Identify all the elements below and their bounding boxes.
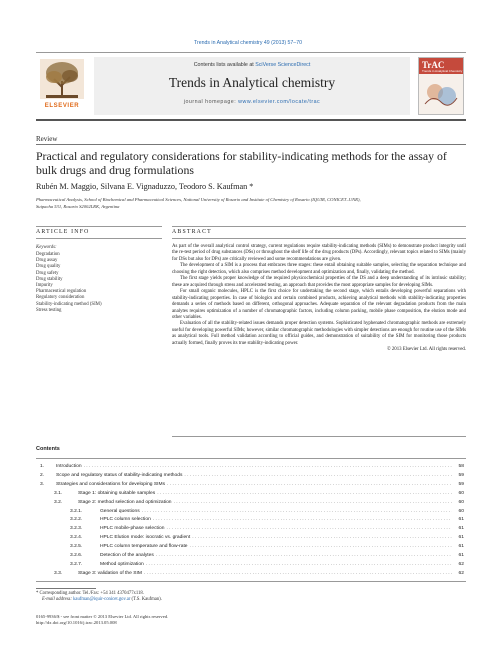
toc-entry-number: 3.2.1. [70,508,83,514]
toc-entry-number: 1. [40,464,45,469]
toc-entry-page: 59 [458,481,464,487]
toc-leader-dots [142,509,452,514]
toc-entry-title: Stage 1: obtaining suitable samples [78,490,156,496]
toc-leader-dots [174,500,452,505]
table-of-contents [36,458,466,582]
journal-cover-thumbnail [418,57,464,115]
toc-entry-page: 61 [458,544,464,550]
toc-entry-number: 3. [40,481,45,487]
keyword-item: Drug assay [36,258,58,264]
toc-entry[interactable] [70,544,464,549]
publication-meta [36,614,168,626]
toc-entry[interactable] [70,562,464,567]
toc-entry[interactable] [70,526,464,531]
toc-entry-number: 3.2. [54,499,63,505]
email-prefix: E-mail address: [42,597,74,603]
toc-entry[interactable] [70,553,464,558]
article-title: Practical and regulatory considerations for stability-indicating methods for the assay of bulk drugs and drug formulations [36,149,447,177]
email-suffix: (T.S. Kaufman). [130,597,162,603]
journal-info-box [94,57,410,115]
toc-entry-title: HPLC Elution mode: isocratic vs. gradient [100,535,191,541]
toc-entry-number: 3.1. [54,490,63,496]
affiliation-line-2: Suipacha 531, Rosario S2002LRK, Argentina [36,203,120,209]
copyright-notice: © 2013 Elsevier Ltd. All rights reserved. [386,347,466,353]
toc-entry[interactable] [54,500,464,505]
toc-entry-title: HPLC mobile-phase selection [100,526,165,532]
article-type: Review [36,135,58,143]
toc-entry-page: 58 [458,464,464,469]
toc-leader-dots [184,473,452,478]
journal-title: Trends in Analytical chemistry [168,75,336,90]
contents-availability [94,62,410,68]
keyword-item: Drug stability [36,276,63,282]
toc-entry-number: 3.3. [54,570,63,576]
toc-entry-page: 60 [458,508,464,514]
keyword-item: Drug quality [36,264,61,270]
toc-entry[interactable] [40,464,464,469]
toc-leader-dots [167,482,452,487]
toc-entry[interactable] [54,491,464,496]
cover-subtitle: Trends in Analytical Chemistry [422,69,463,73]
journal-homepage [94,99,410,105]
affiliation-line-1: Pharmaceutical Analysis, School of Biochemical and Pharmaceutical Sciences, National University of Rosario and Institute of Chemistry of Rosario (IQUIR, CONICET–UNR), [36,197,361,202]
abstract-top-rule [172,226,466,227]
toc-entry-title: Stage 3: validation of the SIM [78,570,142,576]
toc-entry-title: Method optimization [100,561,144,567]
abstract-paragraph: For small organic molecules, HPLC is the first choice for undertaking the second stage, which entails developing powerful separations with stability-indicating properties. In case of biologics and certain combined products, achieving analytical methods with stability-indicating properties demands a series of methods based on different, orthogonal approaches. Adequate separation of the relevant degradation products from the main analytes requires optimization of a number of chromatographic factors, including column packing, mobile phase composition, the elution mode and other variables. [172,289,466,320]
toc-entry[interactable] [40,473,464,478]
abstract-heading: ABSTRACT [172,229,212,235]
toc-entry-page: 59 [458,472,464,478]
abstract-paragraph: The first stage yields proper knowledge of the required physicochemical properties of the DS and a deep understanding of its intrinsic stability; these are acquired through stress and accelerated testing, an approach that provides the most appropriate samples for developing SIMs. [172,276,466,288]
toc-leader-dots [146,562,452,567]
toc-entry-page: 62 [458,561,464,567]
toc-entry-page: 61 [458,535,464,541]
doi-link[interactable]: http://dx.doi.org/10.1016/j.trac.2013.05.008 [36,620,117,625]
corresponding-author-note: * Corresponding author. Tel./Fax: +54 341 4370477x118. [36,591,144,596]
abstract-paragraph: As part of the overall analytical control strategy, current regulations require stability-indicating methods (SIMs) to demonstrate product integrity until the re-test period of drug substances (DSs) or throughout the shelf life of the drug products (DPs). Accordingly, relevant topics related to SIMs (mainly for DSs but also for DPs) are critically reviewed and some recommendations are given. [172,244,466,262]
article-info-under-rule [36,238,162,239]
email-link[interactable]: kaufman@iquir-conicet.gov.ar [73,597,131,603]
cover-artwork [423,80,459,108]
footnote [36,591,162,603]
toc-entry-title: General questions [100,508,140,514]
keyword-item: Impurity [36,283,53,289]
toc-leader-dots [153,517,452,522]
article-info-heading: ARTICLE INFO [36,229,90,235]
toc-entry[interactable] [70,517,464,522]
keyword-item: Degradation [36,252,60,257]
toc-leader-dots [166,526,452,531]
running-head: Trends in Analytical chemistry 49 (2013) 57–70 [194,40,302,46]
homepage-prefix: journal homepage: [183,99,239,105]
toc-entry-number: 3.2.5. [70,544,83,550]
toc-entry-number: 3.2.6. [70,553,83,558]
toc-entry-title: HPLC column selection [100,517,151,523]
article-info-top-rule [36,226,162,227]
toc-entry-page: 61 [458,526,464,532]
toc-entry[interactable] [70,535,464,540]
keyword-item: Drug safety [36,270,59,276]
abstract-body [172,244,466,354]
contents-heading: Contents [36,446,60,452]
toc-entry-page: 62 [458,570,464,576]
keywords-label: Keywords: [36,245,57,250]
toc-entry[interactable] [40,482,464,487]
cover-title: TrAC [422,60,445,70]
toc-leader-dots [144,571,452,576]
abstract-paragraph: The development of a SIM is a process that embraces three stages: these entail obtaining suitable samples, selecting the separation technique and choosing the right detection, which also comprises method development and optimization and, finally, validating the method. [172,263,466,275]
toc-entry-title: Scope and regulatory status of stability-indicating methods [56,472,183,478]
journal-masthead [36,52,466,121]
keyword-item: Stability-indicating method (SIM) [36,301,102,307]
toc-leader-dots [157,491,452,496]
issn-line: 0165-9936/$ - see front matter © 2013 Elsevier Ltd. All rights reserved. [36,614,169,619]
email-line [36,597,162,603]
toc-leader-dots [156,553,452,558]
affiliation [36,197,466,210]
footnote-rule [36,588,96,589]
keyword-item: Stress testing [36,307,62,313]
toc-entry-page: 61 [458,553,464,558]
homepage-link[interactable]: www.elsevier.com/locate/trac [238,99,321,105]
abstract-paragraph: Evaluation of all the stability-related issues demands proper detection systems. Sophisticated hyphenated chromatographic methods are extremely useful for developing powerful SIMs; however, similar chromatographic methodologies with simpler detections are enough for routine use of the SIMs as analytical tools. Full method validation according to official guides, and demonstration of suitability of the SIM for monitoring those products actually formed, finally proves its true stability-indicating power. [172,321,466,346]
abstract-under-rule [172,238,466,239]
toc-entry-page: 60 [458,490,464,496]
contents-prefix: Contents lists available at [193,62,256,68]
toc-entry-title: Detection of the analytes [100,553,154,558]
toc-entry-title: Stage 2: method selection and optimization [78,499,172,505]
toc-leader-dots [190,544,452,549]
keyword-item: Pharmaceutical regulation [36,289,87,295]
toc-entry-number: 3.2.2. [70,517,83,523]
sciencedirect-link[interactable]: SciVerse ScienceDirect [255,62,311,68]
elsevier-tree-logo [36,57,88,101]
toc-entry-number: 2. [40,472,45,478]
keyword-item: Regulatory consideration [36,295,85,301]
toc-entry-number: 3.2.3. [70,526,83,532]
toc-entry[interactable] [54,571,464,576]
toc-entry-title: Strategies and considerations for developing SIMs [56,481,166,487]
toc-leader-dots [192,535,452,540]
toc-entry[interactable] [70,509,464,514]
abstract-bottom-rule [172,436,466,437]
toc-entry-number: 3.2.7. [70,561,83,567]
toc-entry-page: 61 [458,517,464,523]
author-list: Rubén M. Maggio, Silvana E. Vignaduzzo, Teodoro S. Kaufman * [36,182,254,191]
keyword-list [36,252,102,314]
toc-entry-title: Introduction [56,464,82,469]
toc-entry-title: HPLC column temperature and flow-rate [100,544,188,550]
toc-leader-dots [84,464,452,469]
header-divider [36,144,466,145]
publisher-name: ELSEVIER [44,103,80,109]
toc-entry-number: 3.2.4. [70,535,83,541]
toc-entry-page: 60 [458,499,464,505]
